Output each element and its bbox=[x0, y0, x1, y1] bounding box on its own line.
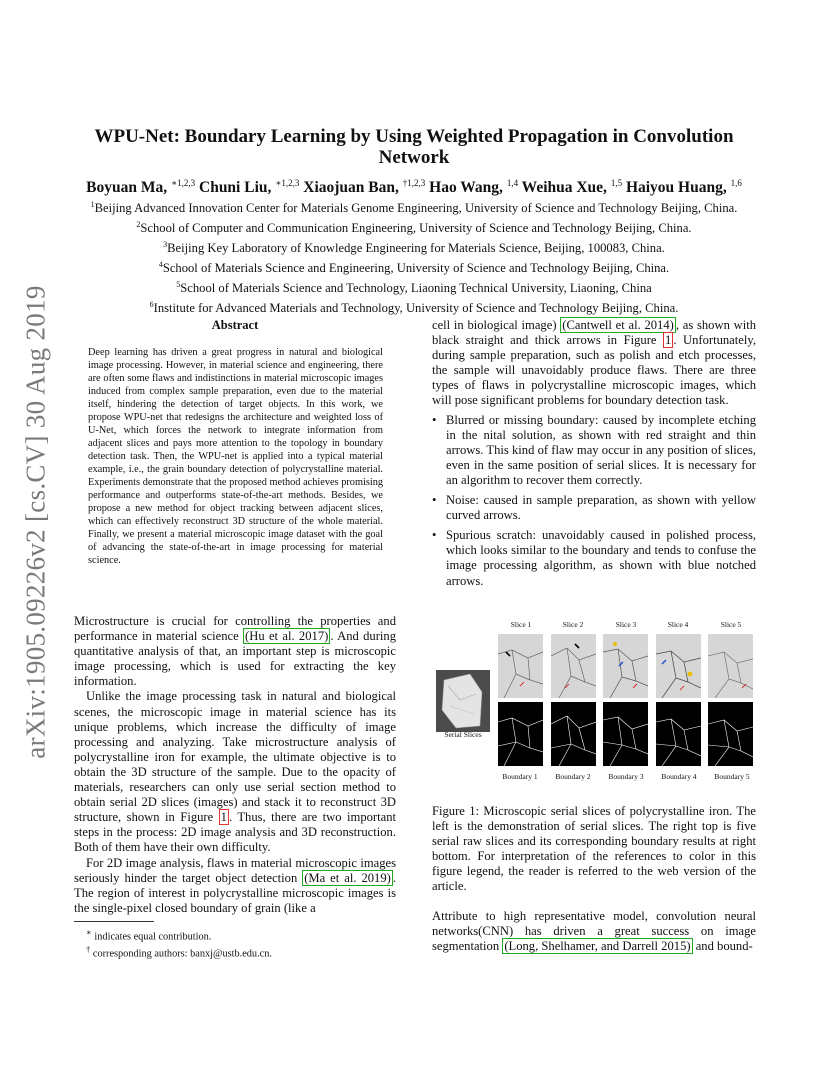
flaw-list bbox=[432, 413, 756, 589]
slice-label: Slice 1 bbox=[510, 620, 532, 629]
left-column-body bbox=[74, 614, 396, 916]
list-item: • Spurious scratch: unavoidably caused in polished process, which looks similar to the boundary and tends to confuse the image processing algorithm, as shown with blue notched arrows. bbox=[432, 528, 756, 588]
footnote: † corresponding authors: banxj@ustb.edu.cn. bbox=[86, 944, 272, 960]
abstract-heading: Abstract bbox=[211, 318, 259, 332]
raw-slice-image bbox=[708, 634, 753, 698]
list-item: • Noise: caused in sample preparation, as shown with yellow curved arrows. bbox=[432, 493, 756, 523]
arxiv-watermark: arXiv:1905.09226v2 [cs.CV] 30 Aug 2019 bbox=[20, 285, 51, 759]
raw-slice-image bbox=[551, 634, 596, 698]
raw-slice-image bbox=[603, 634, 648, 698]
figure-ref-link[interactable]: 1 bbox=[665, 333, 672, 348]
footnote: ∗ indicates equal contribution. bbox=[86, 927, 212, 943]
author: Boyuan Ma, $^{∗1,2,3}$ bbox=[86, 178, 196, 197]
author: Chuni Liu, $^{∗1,2,3}$ bbox=[199, 178, 300, 197]
boundary-label: Boundary 5 bbox=[714, 772, 750, 781]
right-column-body bbox=[432, 318, 756, 594]
footnotes bbox=[86, 926, 272, 961]
affiliation: $^1$Beijing Advanced Innovation Center for Materials Genome Engineering, University of Science and Technology Beijing, China. bbox=[90, 200, 738, 216]
raw-slice-image bbox=[656, 634, 701, 698]
boundary-image bbox=[603, 702, 648, 766]
boundary-label: Boundary 2 bbox=[555, 772, 591, 781]
figure-caption: Figure 1: Microscopic serial slices of polycrystalline iron. The left is the demonstration of serial slices. The right top is five serial raw slices and its corresponding boundary results at right bottom. For interpretation of the references to color in this figure legend, the reader is referred to the web version of the article. bbox=[432, 804, 756, 894]
affiliation: $^2$School of Computer and Communication Engineering, University of Science and Technology Beijing, China. bbox=[136, 219, 692, 236]
affiliations bbox=[40, 197, 788, 317]
paragraph: Unlike the image processing task in natural and biological scenes, the microscopic image in material science has its unique problems, which increase the difficulty of image processing and analyzing. Take microstructure analysis of polycrystalline iron for example, the ultimate objective is to obtain the 3D structure of the sample. Due to the opacity of materials, researchers can only use serial section method to obtain serial 2D slices (images) and stack it to reconstruct 3D structure, shown in Figure 1 . Thus, there are two important steps in the process: 2D image analysis and 3D reconstruction. Both of them have their own difficulty. bbox=[74, 689, 396, 855]
boundary-image bbox=[498, 702, 543, 766]
paragraph: Attribute to high representative model, convolution neural networks(CNN) has driven a great success on image segmentation (Long, Shelhamer, and Darrell 2015) and bound- bbox=[432, 909, 756, 954]
boundary-image bbox=[656, 702, 701, 766]
bullet-icon: • bbox=[432, 412, 437, 427]
serial-slices-image bbox=[436, 670, 490, 732]
slice-label: Slice 3 bbox=[615, 620, 637, 629]
figure-1 bbox=[436, 620, 754, 786]
author: Weihua Xue, $^{1,5}$ bbox=[521, 178, 623, 197]
boundary-label: Boundary 1 bbox=[502, 772, 538, 781]
affiliation: $^5$School of Materials Science and Technology, Liaoning Technical University, Liaoning, China bbox=[176, 279, 652, 296]
author: Xiaojuan Ban, $^{\dagger 1,2,3}$ bbox=[303, 178, 426, 197]
bullet-icon: • bbox=[432, 528, 437, 543]
boundary-image bbox=[708, 702, 753, 766]
list-item: • Blurred or missing boundary: caused by incomplete etching in the nital solution, as shown with red straight and thin arrows. This kind of flaw may occur in any position of slices, even in the same position of serial slices. It is necessary for an algorithm to recover them correctly. bbox=[432, 412, 756, 487]
footnote-rule bbox=[74, 921, 154, 922]
figure-ref-link[interactable]: 1 bbox=[220, 810, 227, 825]
affiliation: $^3$Beijing Key Laboratory of Knowledge Engineering for Materials Science, Beijing, 100083, China. bbox=[163, 239, 665, 256]
raw-slice-image bbox=[498, 634, 543, 698]
boundary-label: Boundary 4 bbox=[661, 772, 697, 781]
abstract-body: Deep learning has driven a great progress in natural and biological image processing. However, in material science and engineering, there are often some flaws and indistinctions in material microscopic images induced from complex sample preparation, even due to the material itself, hindering the detection of target objects. In this work, we propose WPU-net that redesigns the architecture and weighted loss of U-Net, which forces the network to integrate information from adjacent slices and pays more attention to the topology in boundary detection task. Then, the WPU-net is applied into a typical material example, i.e., the grain boundary detection of polycrystalline material. Experiments demonstrate that the proposed method achieves promising performance and outperforms state-of-the-art methods. Besides, we propose a new method for object tracking between adjacent slices, which can effectively reconstruct 3D structure of the whole material. Finally, we present a material microscopic image dataset with the goal of advancing the state-of-the-art in image processing for material science. bbox=[88, 347, 383, 566]
slice-label: Slice 5 bbox=[720, 620, 742, 629]
serial-slices-drawing bbox=[436, 670, 490, 732]
paragraph: Microstructure is crucial for controlling the properties and performance in material science (Hu et al. 2017) . And during quantitative analysis of that, an important step is microscopic image processing, which is used for extracting the key information. bbox=[74, 614, 397, 689]
paper-title: WPU-Net: Boundary Learning by Using Weighted Propagation in Convolution Network bbox=[94, 126, 734, 168]
citation-link[interactable]: (Hu et al. 2017) bbox=[245, 629, 329, 644]
citation-link[interactable]: (Cantwell et al. 2014) bbox=[562, 318, 674, 332]
affiliation: $^4$School of Materials Science and Engineering, University of Science and Technology Beijing, China. bbox=[158, 259, 670, 276]
slice-label: Slice 4 bbox=[667, 620, 689, 629]
affiliation: $^6$Institute for Advanced Materials and Technology, University of Science and Technology Beijing, China. bbox=[149, 299, 679, 316]
citation-link[interactable]: (Ma et al. 2019) bbox=[304, 870, 391, 885]
author: Hao Wang, $^{1,4}$ bbox=[429, 178, 519, 197]
paragraph: cell in biological image) (Cantwell et al. 2014) , as shown with black straight and thick arrows in Figure 1 . Unfortunately, during sample preparation, such as polish and etch processes, the sample will unavoidably produce flaws. There are three types of flaws in polycrystalline microscopic images, which will pose significant problems for boundary detection task. bbox=[432, 318, 756, 408]
serial-slices-label: Serial Slices bbox=[444, 730, 482, 739]
bullet-icon: • bbox=[432, 493, 437, 508]
boundary-image bbox=[551, 702, 596, 766]
author: Haiyou Huang, $^{1,6}$ bbox=[625, 178, 742, 197]
author-list bbox=[40, 178, 788, 197]
paragraph: For 2D image analysis, flaws in material microscopic images seriously hinder the target object detection (Ma et al. 2019) . The region of interest in polycrystalline microscopic images is the single-pixel closed boundary of grain (like a bbox=[74, 855, 396, 915]
boundary-label: Boundary 3 bbox=[608, 772, 644, 781]
slice-label: Slice 2 bbox=[562, 620, 584, 629]
citation-link[interactable]: (Long, Shelhamer, and Darrell 2015) bbox=[504, 939, 691, 954]
